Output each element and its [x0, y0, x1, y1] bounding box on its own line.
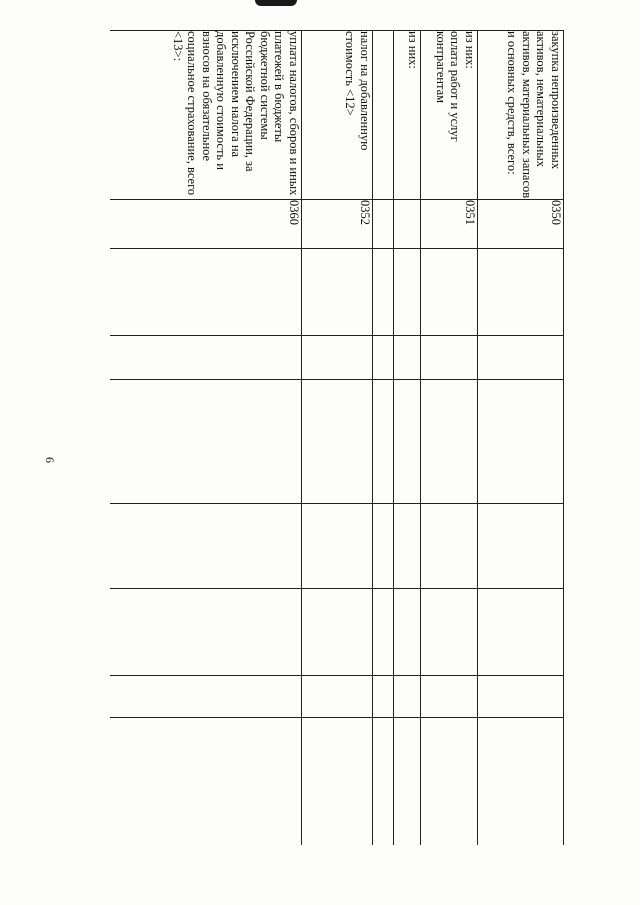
table-cell [302, 249, 373, 336]
table-row-0351 [421, 31, 478, 846]
page-number: 6 [43, 457, 57, 463]
table-cell [478, 249, 564, 336]
row-name-cell [373, 31, 394, 200]
financial-table-container [110, 30, 564, 845]
table-cell [478, 380, 564, 504]
table-cell [373, 336, 394, 380]
table-cell [478, 676, 564, 718]
row-code-cell [373, 200, 394, 249]
table-cell [421, 589, 478, 676]
row-name: из них: [406, 31, 420, 69]
row-name: уплата налогов, сборов и иных платежей в бюджеты бюджетной системы Российской Федерации, за исключением налога на добавленную стоимость и взносов на обязательное социальное страхование, всего <13>: [171, 31, 301, 196]
table-cell [302, 718, 373, 846]
table-cell [421, 504, 478, 589]
scan-binding-mark [255, 0, 297, 6]
table-cell [421, 336, 478, 380]
financial-table [110, 30, 564, 845]
row-code: 0350 [549, 200, 563, 225]
row-name-cell [110, 31, 302, 200]
table-cell [373, 504, 394, 589]
row-name: налог на добавленную стоимость <12> [343, 31, 372, 151]
row-code: 0352 [358, 200, 372, 225]
table-cell [373, 380, 394, 504]
table-cell [110, 380, 302, 504]
table-row-0350 [478, 31, 564, 846]
row-name: оплата работ и услуг контрагентам [434, 31, 463, 142]
row-code-cell [421, 200, 478, 249]
table-cell [373, 589, 394, 676]
table-cell [110, 249, 302, 336]
row-name-cell [478, 31, 564, 200]
table-row-0360 [110, 31, 302, 846]
table-row-subitem [394, 31, 421, 846]
row-name-prefix: из них: [463, 31, 477, 69]
table-cell [394, 676, 421, 718]
table-cell [373, 249, 394, 336]
table-cell [421, 249, 478, 336]
rotated-table-frame [110, 30, 564, 845]
table-cell [302, 589, 373, 676]
row-code: 0351 [463, 200, 477, 225]
table-cell [302, 504, 373, 589]
row-code-cell [394, 200, 421, 249]
table-cell [478, 589, 564, 676]
table-cell [478, 504, 564, 589]
table-cell [302, 676, 373, 718]
row-name-cell [394, 31, 421, 200]
table-cell [110, 504, 302, 589]
row-code-cell [478, 200, 564, 249]
table-cell [110, 589, 302, 676]
table-cell [394, 589, 421, 676]
table-row-0352 [302, 31, 373, 846]
table-cell [110, 718, 302, 846]
table-cell [302, 380, 373, 504]
table-cell [394, 380, 421, 504]
table-cell [394, 249, 421, 336]
row-code: 0360 [287, 200, 301, 225]
table-cell [394, 504, 421, 589]
table-cell [302, 336, 373, 380]
table-cell [478, 336, 564, 380]
row-name-cell [302, 31, 373, 200]
table-cell [478, 718, 564, 846]
table-cell [373, 718, 394, 846]
table-cell [110, 676, 302, 718]
table-cell [394, 336, 421, 380]
table-row-empty [373, 31, 394, 846]
table-cell [373, 676, 394, 718]
row-name: закупка непроизведенных активов, нематериальных активов, материальных запасов и основных средств, всего: [505, 31, 563, 199]
table-cell [421, 380, 478, 504]
row-code-cell [110, 200, 302, 249]
row-name-cell [421, 31, 478, 200]
table-cell [110, 336, 302, 380]
row-code-cell [302, 200, 373, 249]
table-cell [421, 718, 478, 846]
table-cell [421, 676, 478, 718]
table-cell [394, 718, 421, 846]
